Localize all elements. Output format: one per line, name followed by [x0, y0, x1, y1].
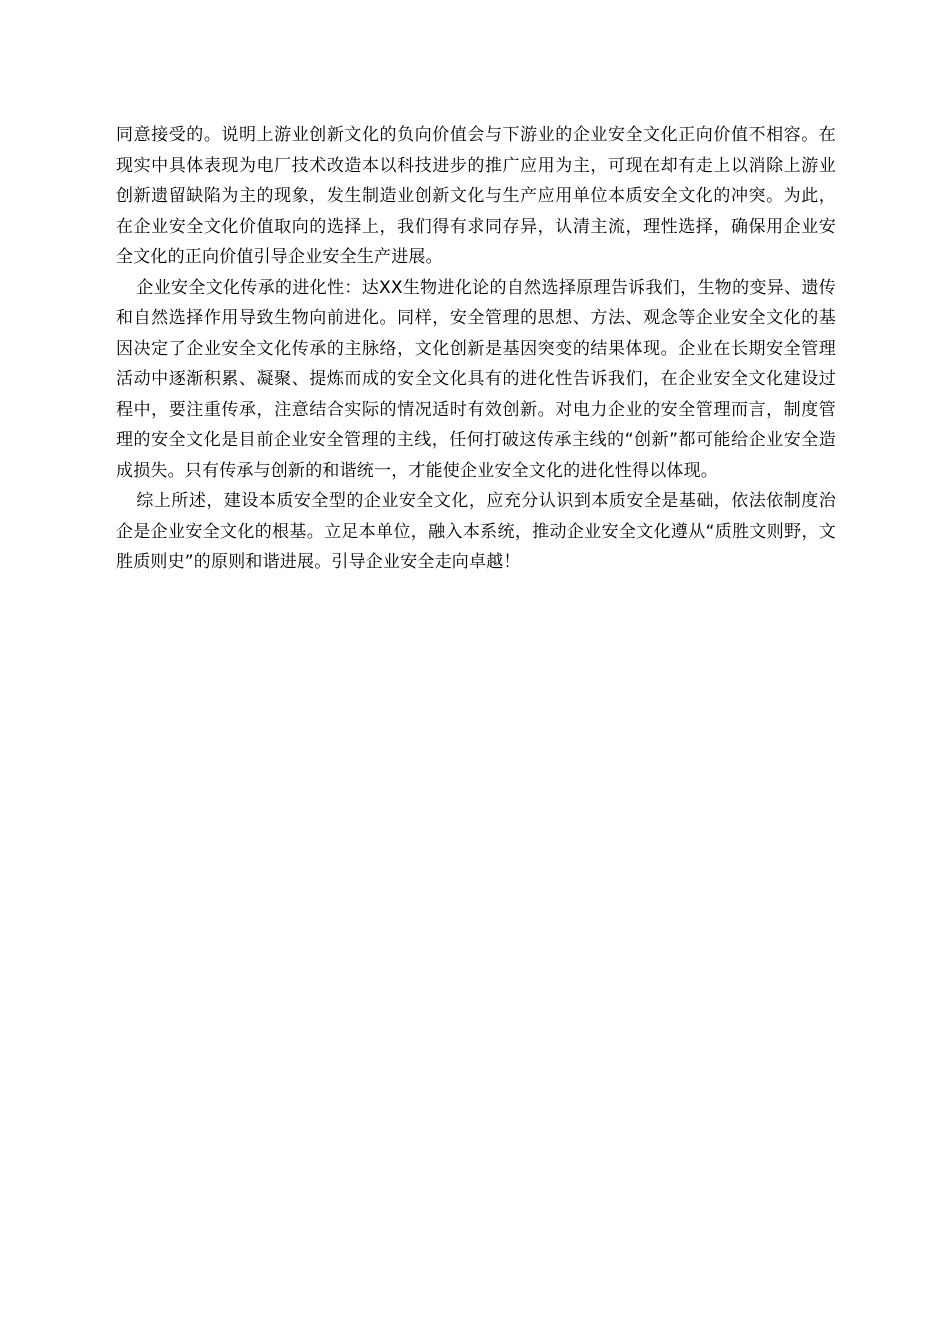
document-body	[116, 120, 836, 578]
paragraph-3: 综上所述，建设本质安全型的企业安全文化，应充分认识到本质安全是基础，依法依制度治企是企业安全文化的根基。立足本单位，融入本系统，推动企业安全文化遵从“质胜文则野，文胜质则史”的原则和谐进展。引导企业安全走向卓越！	[116, 491, 836, 572]
paragraph-1: 同意接受的。说明上游业创新文化的负向价值会与下游业的企业安全文化正向价值不相容。在现实中具体表现为电厂技术改造本以科技进步的推广应用为主，可现在却有走上以消除上游业创新遗留缺陷为主的现象，发生制造业创新文化与生产应用单位本质安全文化的冲突。为此，在企业安全文化价值取向的选择上，我们得有求同存异，认清主流，理性选择，确保用企业安全文化的正向价值引导企业安全生产进展。	[116, 125, 836, 267]
paragraph-2: 企业安全文化传承的进化性：达XX生物进化论的自然选择原理告诉我们，生物的变异、遗传和自然选择作用导致生物向前进化。同样，安全管理的思想、方法、观念等企业安全文化的基因决定了企业安全文化传承的主脉络，文化创新是基因突变的结果体现。企业在长期安全管理活动中逐渐积累、凝聚、提炼而成的安全文化具有的进化性告诉我们，在企业安全文化建设过程中，要注重传承，注意结合实际的情况适时有效创新。对电力企业的安全管理而言，制度管理的安全文化是目前企业安全管理的主线，任何打破这传承主线的“创新”都可能给企业安全造成损失。只有传承与创新的和谐统一，才能使企业安全文化的进化性得以体现。	[116, 277, 836, 481]
